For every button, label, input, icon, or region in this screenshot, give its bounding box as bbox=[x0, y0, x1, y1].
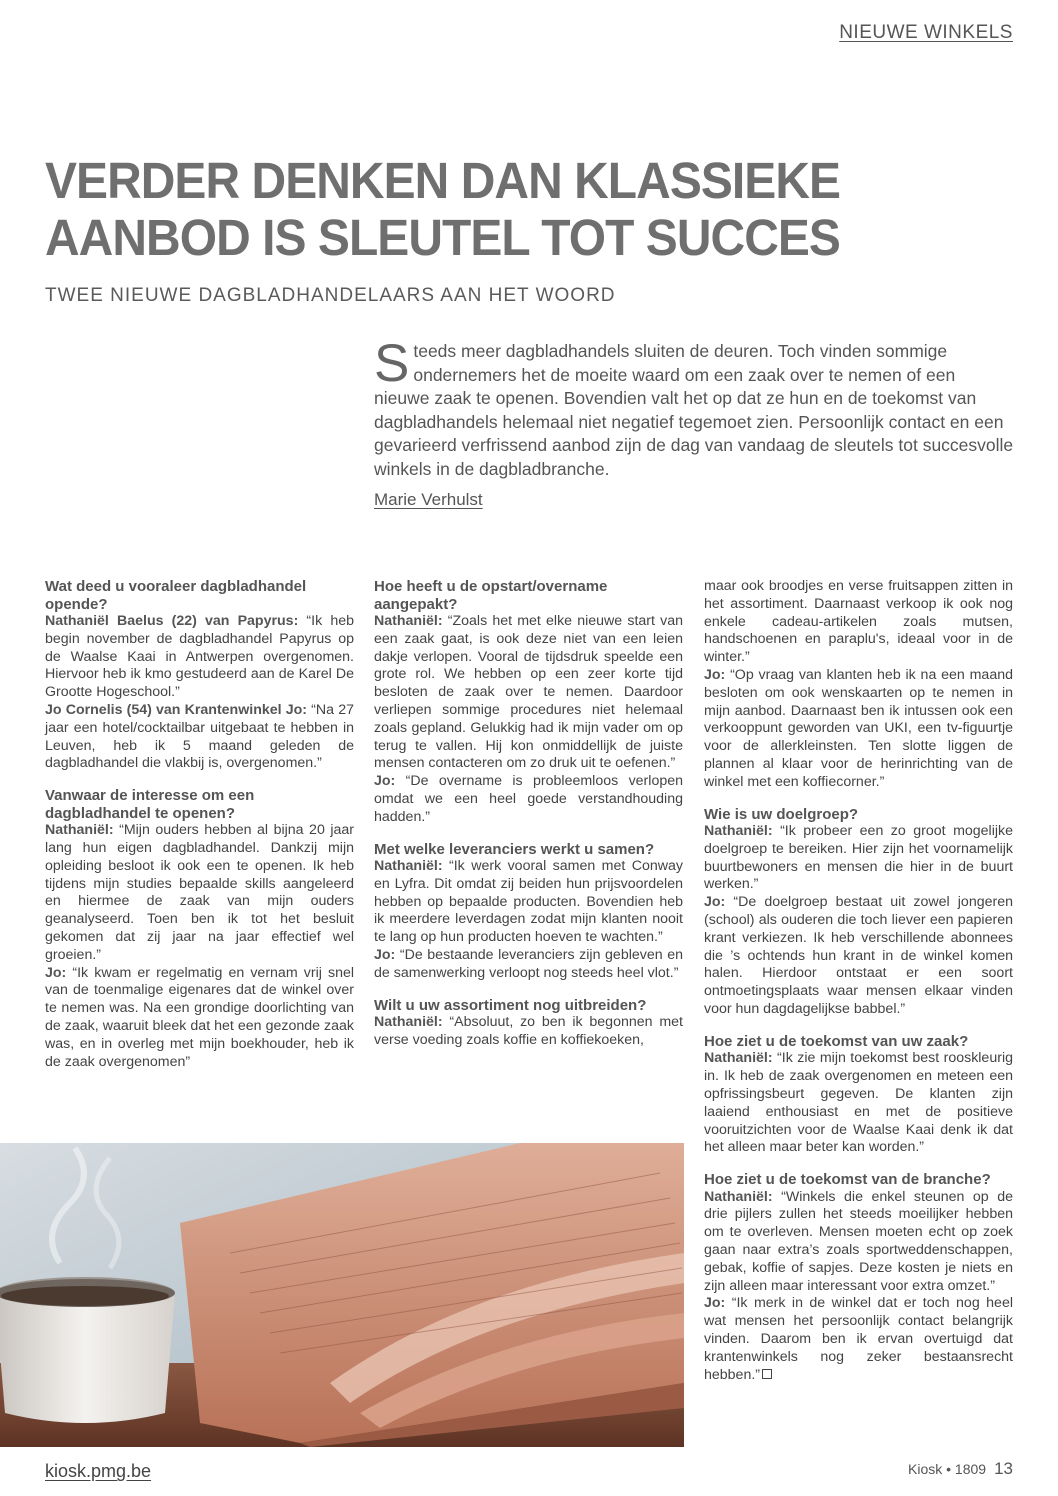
answer-paragraph: Nathaniël: “Ik probeer een zo groot mogelijke doelgroep te bereiken. Hier zijn het voornamelijk buurtbewoners en mensen die hier in de buurt werken.” bbox=[704, 823, 1013, 893]
answer-paragraph: Jo: “Ik merk in de winkel dat er toch nog heel wat mensen het persoonlijk contact belangrijk vinden. Daarom ben ik ervan overtuigd dat krantenwinkels nog zeker bestaansrecht hebben.” bbox=[704, 1295, 1013, 1383]
answer-paragraph: Nathaniël Baelus (22) van Papyrus: “Ik heb begin november de dagbladhandel Papyrus op de Waalse Kaai in Antwerpen overgenomen. Hiervoor heb ik kmo gestudeerd aan de Karel De Grootte Hogeschool.” bbox=[45, 613, 354, 701]
question-heading: Wilt u uw assortiment nog uitbreiden? bbox=[374, 996, 647, 1014]
answer-paragraph: Nathaniël: “Absoluut, zo ben ik begonnen met verse voeding zoals koffie en koffiekoeken, bbox=[374, 1014, 683, 1048]
answer-paragraph: Jo: “De bestaande leveranciers zijn gebleven en de samenwerking verloopt nog steeds heel vlot.” bbox=[374, 947, 683, 981]
website-link[interactable]: kiosk.pmg.be bbox=[45, 1461, 152, 1481]
answer-paragraph: Jo: “De overname is probleemloos verlopen omdat we een heel goede verstandhouding hadden.” bbox=[374, 773, 683, 825]
lead-text: teeds meer dagbladhandels sluiten de deuren. Toch vinden sommige ondernemers het de moeite waard om een zaak over te nemen of een nieuwe zaak te openen. Bovendien valt het op dat ze hun en de toekomst van dagbladhandels helemaal niet negatief tegemoet zien. Persoonlijk contact en een gevarieerd verfrissend aanbod zijn de dag van vandaag de sleutels tot succesvolle winkels in de dagbladbranche. bbox=[374, 341, 1014, 479]
coffee-newspaper-photo bbox=[0, 1143, 684, 1447]
page-info bbox=[908, 1459, 1013, 1479]
question-heading: Hoe ziet u de toekomst van uw zaak? bbox=[704, 1032, 969, 1050]
article-headline: VERDER DENKEN DAN KLASSIEKE AANBOD IS SLEUTEL TOT SUCCES bbox=[45, 152, 841, 266]
answer-paragraph: Jo: “Ik kwam er regelmatig en vernam vrij snel van de toenmalige eigenares dat de winkel over te nemen was. Na een grondige doorlichting van de zaak, waaruit bleek dat het een gezonde zaak was, en in overleg met mijn boekhouder, heb ik de zaak overgenomen” bbox=[45, 964, 354, 1070]
lead-paragraph bbox=[374, 334, 1014, 481]
answer-paragraph: Jo: “De doelgroep bestaat uit zowel jongeren (school) als ouderen die toch liever een papieren krant verkiezen. Ik heb verschillende abonnees die ’s ochtends hun krant in de winkel komen halen. Hierdoor ontstaat er een soort ontmoetingsplaats waar mensen elkaar vinden voor hun dagdagelijkse babbel.” bbox=[704, 894, 1013, 1018]
question-heading: Wat deed u vooraleer dagbladhandel opende? bbox=[45, 578, 307, 613]
question-heading: Vanwaar de interesse om een dagbladhandel te openen? bbox=[45, 787, 255, 822]
answer-paragraph: Nathaniël: “Winkels die enkel steunen op de drie pijlers zullen het steeds moeilijker hebben om te overleven. Mensen moeten echt op zoek gaan naar extra’s zoals sportweddenschappen, gebak, koffie of sapjes. Deze kosten je niets en zijn alleen maar interessant voor extra omzet.” bbox=[704, 1188, 1013, 1294]
author-link[interactable]: Marie Verhulst bbox=[374, 490, 483, 509]
answer-paragraph: Nathaniël: “Mijn ouders hebben al bijna 20 jaar lang hun eigen dagbladhandel. Dankzij mijn opleiding besloot ik ook een te openen. Ik heb tijdens mijn studies bepaalde skills aangeleerd en hiermee de zaak van mijn ouders geanalyseerd. Toen ben ik tot het besluit gekomen dat zij jaar na jaar effectief wel groeien.” bbox=[45, 822, 354, 963]
answer-paragraph: Nathaniël: “Ik werk vooral samen met Conway en Lyfra. Dit omdat zij beiden hun prijsvoordelen hebben op bepaalde producten. Bovendien heb ik meerdere leverdagen zodat mijn klanten nooit te lang op hun producten hoeven te wachten.” bbox=[374, 858, 683, 946]
question-heading: Wie is uw doelgroep? bbox=[704, 805, 859, 823]
article-subheadline: TWEE NIEUWE DAGBLADHANDELAARS AAN HET WOORD bbox=[45, 285, 616, 306]
page-number: 13 bbox=[994, 1459, 1013, 1478]
question-heading: Met welke leveranciers werkt u samen? bbox=[374, 840, 655, 858]
drop-cap: S bbox=[374, 334, 410, 393]
article-column-2 bbox=[374, 578, 683, 1050]
section-tag: NIEUWE WINKELS bbox=[839, 22, 1013, 43]
end-mark-icon bbox=[762, 1369, 772, 1379]
issue-label: Kiosk • 1809 bbox=[908, 1461, 987, 1477]
question-heading: Hoe ziet u de toekomst van de branche? bbox=[704, 1171, 991, 1189]
answer-paragraph: Jo Cornelis (54) van Krantenwinkel Jo: “Na 27 jaar een hotel/cocktailbar uitgebaat te hebben in Leuven, heb ik 5 maand geleden de dagbladhandel die vlakbij is, overgenomen.” bbox=[45, 701, 354, 772]
article-column-1 bbox=[45, 578, 354, 1071]
photo-illustration bbox=[0, 1143, 684, 1447]
article-column-3 bbox=[704, 578, 1013, 1384]
answer-paragraph: maar ook broodjes en verse fruitsappen zitten in het assortiment. Daarnaast verkoop ik ook nog enkele cadeau-artikelen zoals mutsen, handschoenen en paraplu's, ideaal voor in de winter.” bbox=[704, 578, 1013, 666]
answer-paragraph: Nathaniël: “Zoals het met elke nieuwe start van een zaak gaat, is ook deze niet van een leien dakje verlopen. Vooral de tijdsdruk speelde een grote rol. We hebben op een zeer korte tijd besloten de zaak over te nemen. Daardoor verliepen sommige procedures niet helemaal zoals gepland. Gelukkig had ik mijn vader om op terug te vallen. Hij kon onmiddellijk de juiste mensen contacteren om zo druk uit te oefenen.” bbox=[374, 613, 683, 772]
answer-paragraph: Nathaniël: “Ik zie mijn toekomst best rooskleurig in. Ik heb de zaak overgenomen en meteen een opfrissingsbeurt gegeven. De klanten zijn laaiend enthousiast en met de positieve vooruitzichten voor de Waalse Kaai denk ik dat het alleen maar beter kan worden.” bbox=[704, 1050, 1013, 1156]
answer-paragraph: Jo: “Op vraag van klanten heb ik na een maand besloten om ook wenskaarten op te nemen in mijn aanbod. Daarnaast ben ik intussen ook een verkooppunt geworden van UKI, een tv-figuurtje voor de allerkleinsten. Ten slotte liggen de plannen al klaar voor de herinrichting van de winkel met een koffiecorner.” bbox=[704, 666, 1013, 790]
question-heading: Hoe heeft u de opstart/overname aangepakt? bbox=[374, 578, 608, 613]
